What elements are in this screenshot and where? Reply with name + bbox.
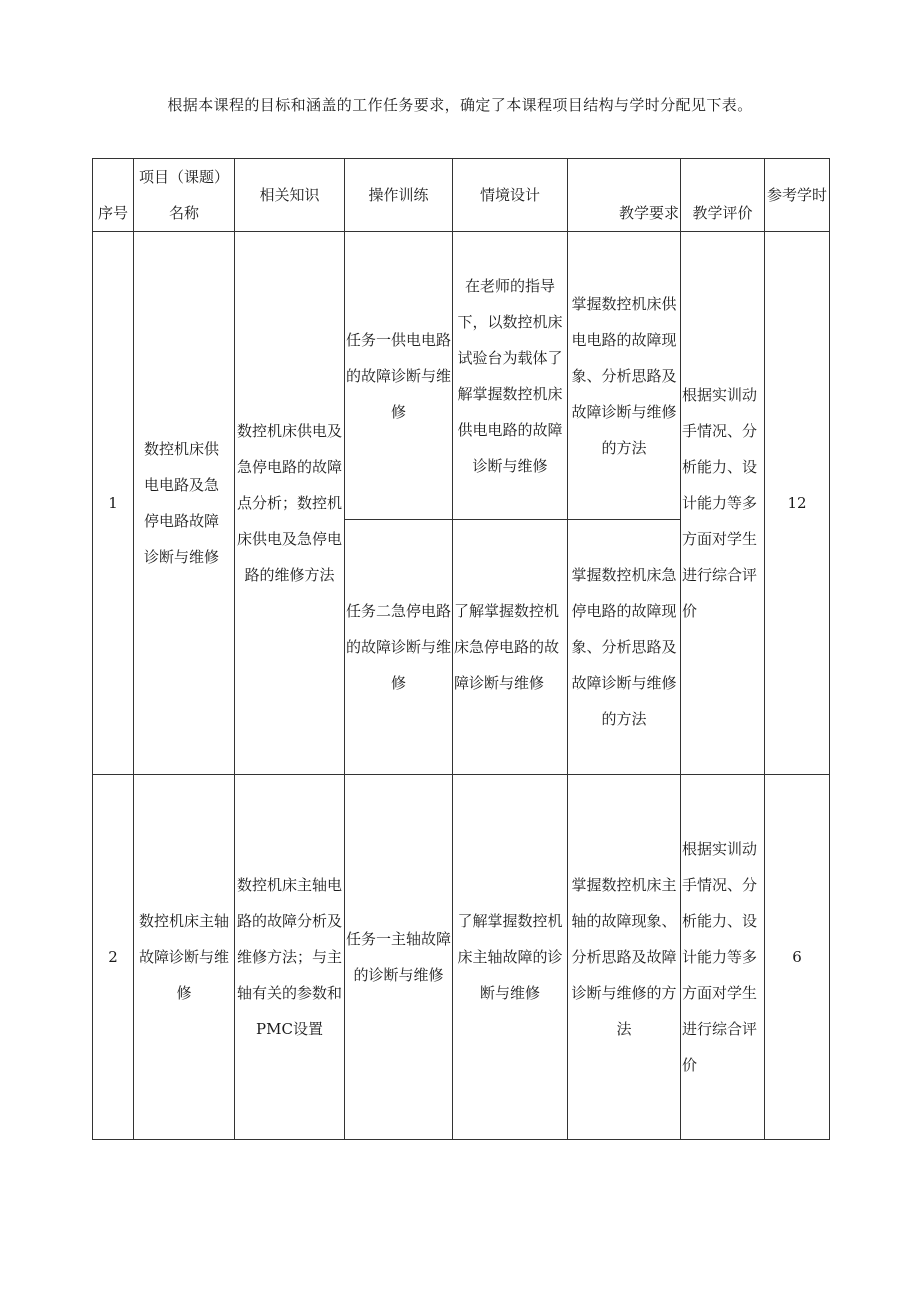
row2-evaluation: 根据实训动手情况、分析能力、设计能力等多方面对学生进行综合评价 xyxy=(681,775,765,1140)
row2-knowledge: 数控机床主轴电路的故障分析及维修方法；与主轴有关的参数和PMC设置 xyxy=(235,775,345,1140)
header-evaluation: 教学评价 xyxy=(681,159,765,232)
row2-training: 任务一主轴故障的诊断与维修 xyxy=(345,775,453,1140)
row1-evaluation: 根据实训动手情况、分析能力、设计能力等多方面对学生进行综合评价 xyxy=(681,232,765,775)
header-project: 项目（课题）名称 xyxy=(134,159,235,232)
row2-seq: 2 xyxy=(93,775,134,1140)
header-scenario: 情境设计 xyxy=(453,159,568,232)
row1-task1-requirement: 掌握数控机床供电电路的故障现象、分析思路及故障诊断与维修的方法 xyxy=(568,232,681,520)
header-row xyxy=(93,159,830,232)
row1-task2-training: 任务二急停电路的故障诊断与维修 xyxy=(345,520,453,775)
row1-seq: 1 xyxy=(93,232,134,775)
row2-hours: 6 xyxy=(765,775,830,1140)
table-row xyxy=(93,232,830,520)
header-requirement: 教学要求 xyxy=(568,159,681,232)
row1-knowledge: 数控机床供电及急停电路的故障点分析；数控机床供电及急停电路的维修方法 xyxy=(235,232,345,775)
header-training: 操作训练 xyxy=(345,159,453,232)
course-plan-table xyxy=(92,158,830,1140)
row1-task2-requirement: 掌握数控机床急停电路的故障现象、分析思路及故障诊断与维修的方法 xyxy=(568,520,681,775)
intro-paragraph: 根据本课程的目标和涵盖的工作任务要求，确定了本课程项目结构与学时分配见下表。 xyxy=(167,96,753,114)
row1-project: 数控机床供电电路及急停电路故障诊断与维修 xyxy=(134,232,235,775)
row1-hours: 12 xyxy=(765,232,830,775)
table-row xyxy=(93,775,830,1140)
row2-scenario: 了解掌握数控机床主轴故障的诊断与维修 xyxy=(453,775,568,1140)
header-seq: 序号 xyxy=(93,159,134,232)
row2-requirement: 掌握数控机床主轴的故障现象、分析思路及故障诊断与维修的方法 xyxy=(568,775,681,1140)
header-hours: 参考学时 xyxy=(765,159,830,232)
row1-task1-scenario: 在老师的指导下，以数控机床试验台为载体了解掌握数控机床供电电路的故障诊断与维修 xyxy=(453,232,568,520)
row2-project: 数控机床主轴故障诊断与维修 xyxy=(134,775,235,1140)
header-knowledge: 相关知识 xyxy=(235,159,345,232)
row1-task2-scenario: 了解掌握数控机床急停电路的故障诊断与维修 xyxy=(453,520,568,775)
row1-task1-training: 任务一供电电路的故障诊断与维修 xyxy=(345,232,453,520)
